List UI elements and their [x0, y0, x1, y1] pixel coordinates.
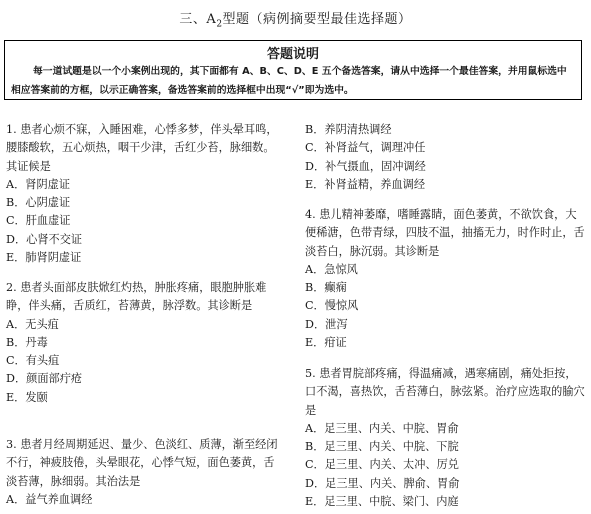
option-b[interactable]: B．丹毒	[6, 335, 48, 349]
option-c[interactable]: C．足三里、内关、太冲、厉兑	[305, 458, 459, 472]
question-stem: 4. 患儿精神萎靡，嗜睡露睛，面色萎黄，不欲饮食，大便稀溏，色带青绿，四肢不温，抽搐无力，时作时止，舌淡苔白，脉沉弱。其诊断是	[305, 208, 585, 258]
question-3-continued	[305, 121, 587, 194]
option-e[interactable]: E．肺肾阴虚证	[6, 251, 82, 265]
question-4	[305, 206, 587, 352]
option-d[interactable]: D．心肾不交证	[6, 232, 83, 246]
option-a[interactable]: A．益气养血调经	[6, 492, 93, 506]
section-title-prefix: 三、A	[179, 12, 217, 27]
question-stem: 2. 患者头面部皮肤焮红灼热，肿胀疼痛，眼胞肿胀难睁，伴头痛，舌质红，苔薄黄，脉浮数。其诊断是	[6, 281, 267, 313]
option-a[interactable]: A．无头疽	[6, 317, 59, 331]
option-d[interactable]: D．颜面部疔疮	[6, 372, 83, 386]
question-1	[6, 121, 278, 267]
question-3	[6, 436, 278, 509]
option-e[interactable]: E．足三里、中脘、梁门、内庭	[305, 495, 459, 509]
option-d[interactable]: D．泄泻	[305, 317, 348, 331]
instructions-text: 每一道试题是以一个小案例出现的，其下面都有 A、B、C、D、E 五个备选答案，请从中选择一个最佳答案，并用鼠标选中相应答案前的方框，以示正确答案，备选答案前的选择框中出现“√”即为选中。	[11, 66, 567, 96]
option-b[interactable]: B．心阴虚证	[6, 196, 71, 210]
option-a[interactable]: A．足三里、内关、中脘、胃俞	[305, 421, 459, 435]
option-e[interactable]: E．疳证	[305, 336, 347, 350]
option-a[interactable]: A．肾阴虚证	[6, 177, 71, 191]
instructions-heading: 答题说明	[266, 47, 319, 62]
option-c[interactable]: C．肝血虚证	[6, 214, 71, 228]
option-c[interactable]: C．慢惊风	[305, 299, 359, 313]
option-c[interactable]: C．有头疽	[6, 354, 60, 368]
question-5	[305, 365, 587, 511]
question-2	[6, 279, 278, 407]
question-stem: 1. 患者心烦不寐，入睡困难，心悸多梦，伴头晕耳鸣，腰膝酸软，五心烦热，咽干少津，舌红少苔，脉细数。其证候是	[6, 123, 278, 173]
option-d[interactable]: D．补气摄血，固冲调经	[305, 159, 426, 173]
option-a[interactable]: A．急惊风	[305, 262, 358, 276]
option-b[interactable]: B．癫痫	[305, 281, 347, 295]
section-title	[0, 8, 591, 30]
option-c[interactable]: C．补肾益气，调理冲任	[305, 141, 426, 155]
question-stem: 3. 患者月经周期延迟、量少、色淡红、质薄，渐至经闭不行，神疲肢倦，头晕眼花，心悸气短，面色萎黄，舌淡苔薄，脉细弱。其治法是	[6, 438, 278, 488]
question-stem: 5. 患者胃脘部疼痛，得温痛减，遇寒痛剧，痛处拒按，口不渴，喜热饮，舌苔薄白，脉弦紧。治疗应选取的腧穴是	[305, 367, 585, 417]
option-b[interactable]: B．足三里、内关、中脘、下脘	[305, 440, 459, 454]
option-e[interactable]: E．发颐	[6, 390, 48, 404]
section-title-suffix: 型题（病例摘要型最佳选择题）	[222, 12, 412, 27]
option-b[interactable]: B．养阴清热调经	[305, 123, 392, 136]
instructions-box	[4, 40, 582, 100]
section-title-subscript: 2	[216, 19, 223, 30]
option-d[interactable]: D．足三里、内关、脾俞、胃俞	[305, 476, 460, 490]
option-e[interactable]: E．补肾益精，养血调经	[305, 177, 426, 191]
